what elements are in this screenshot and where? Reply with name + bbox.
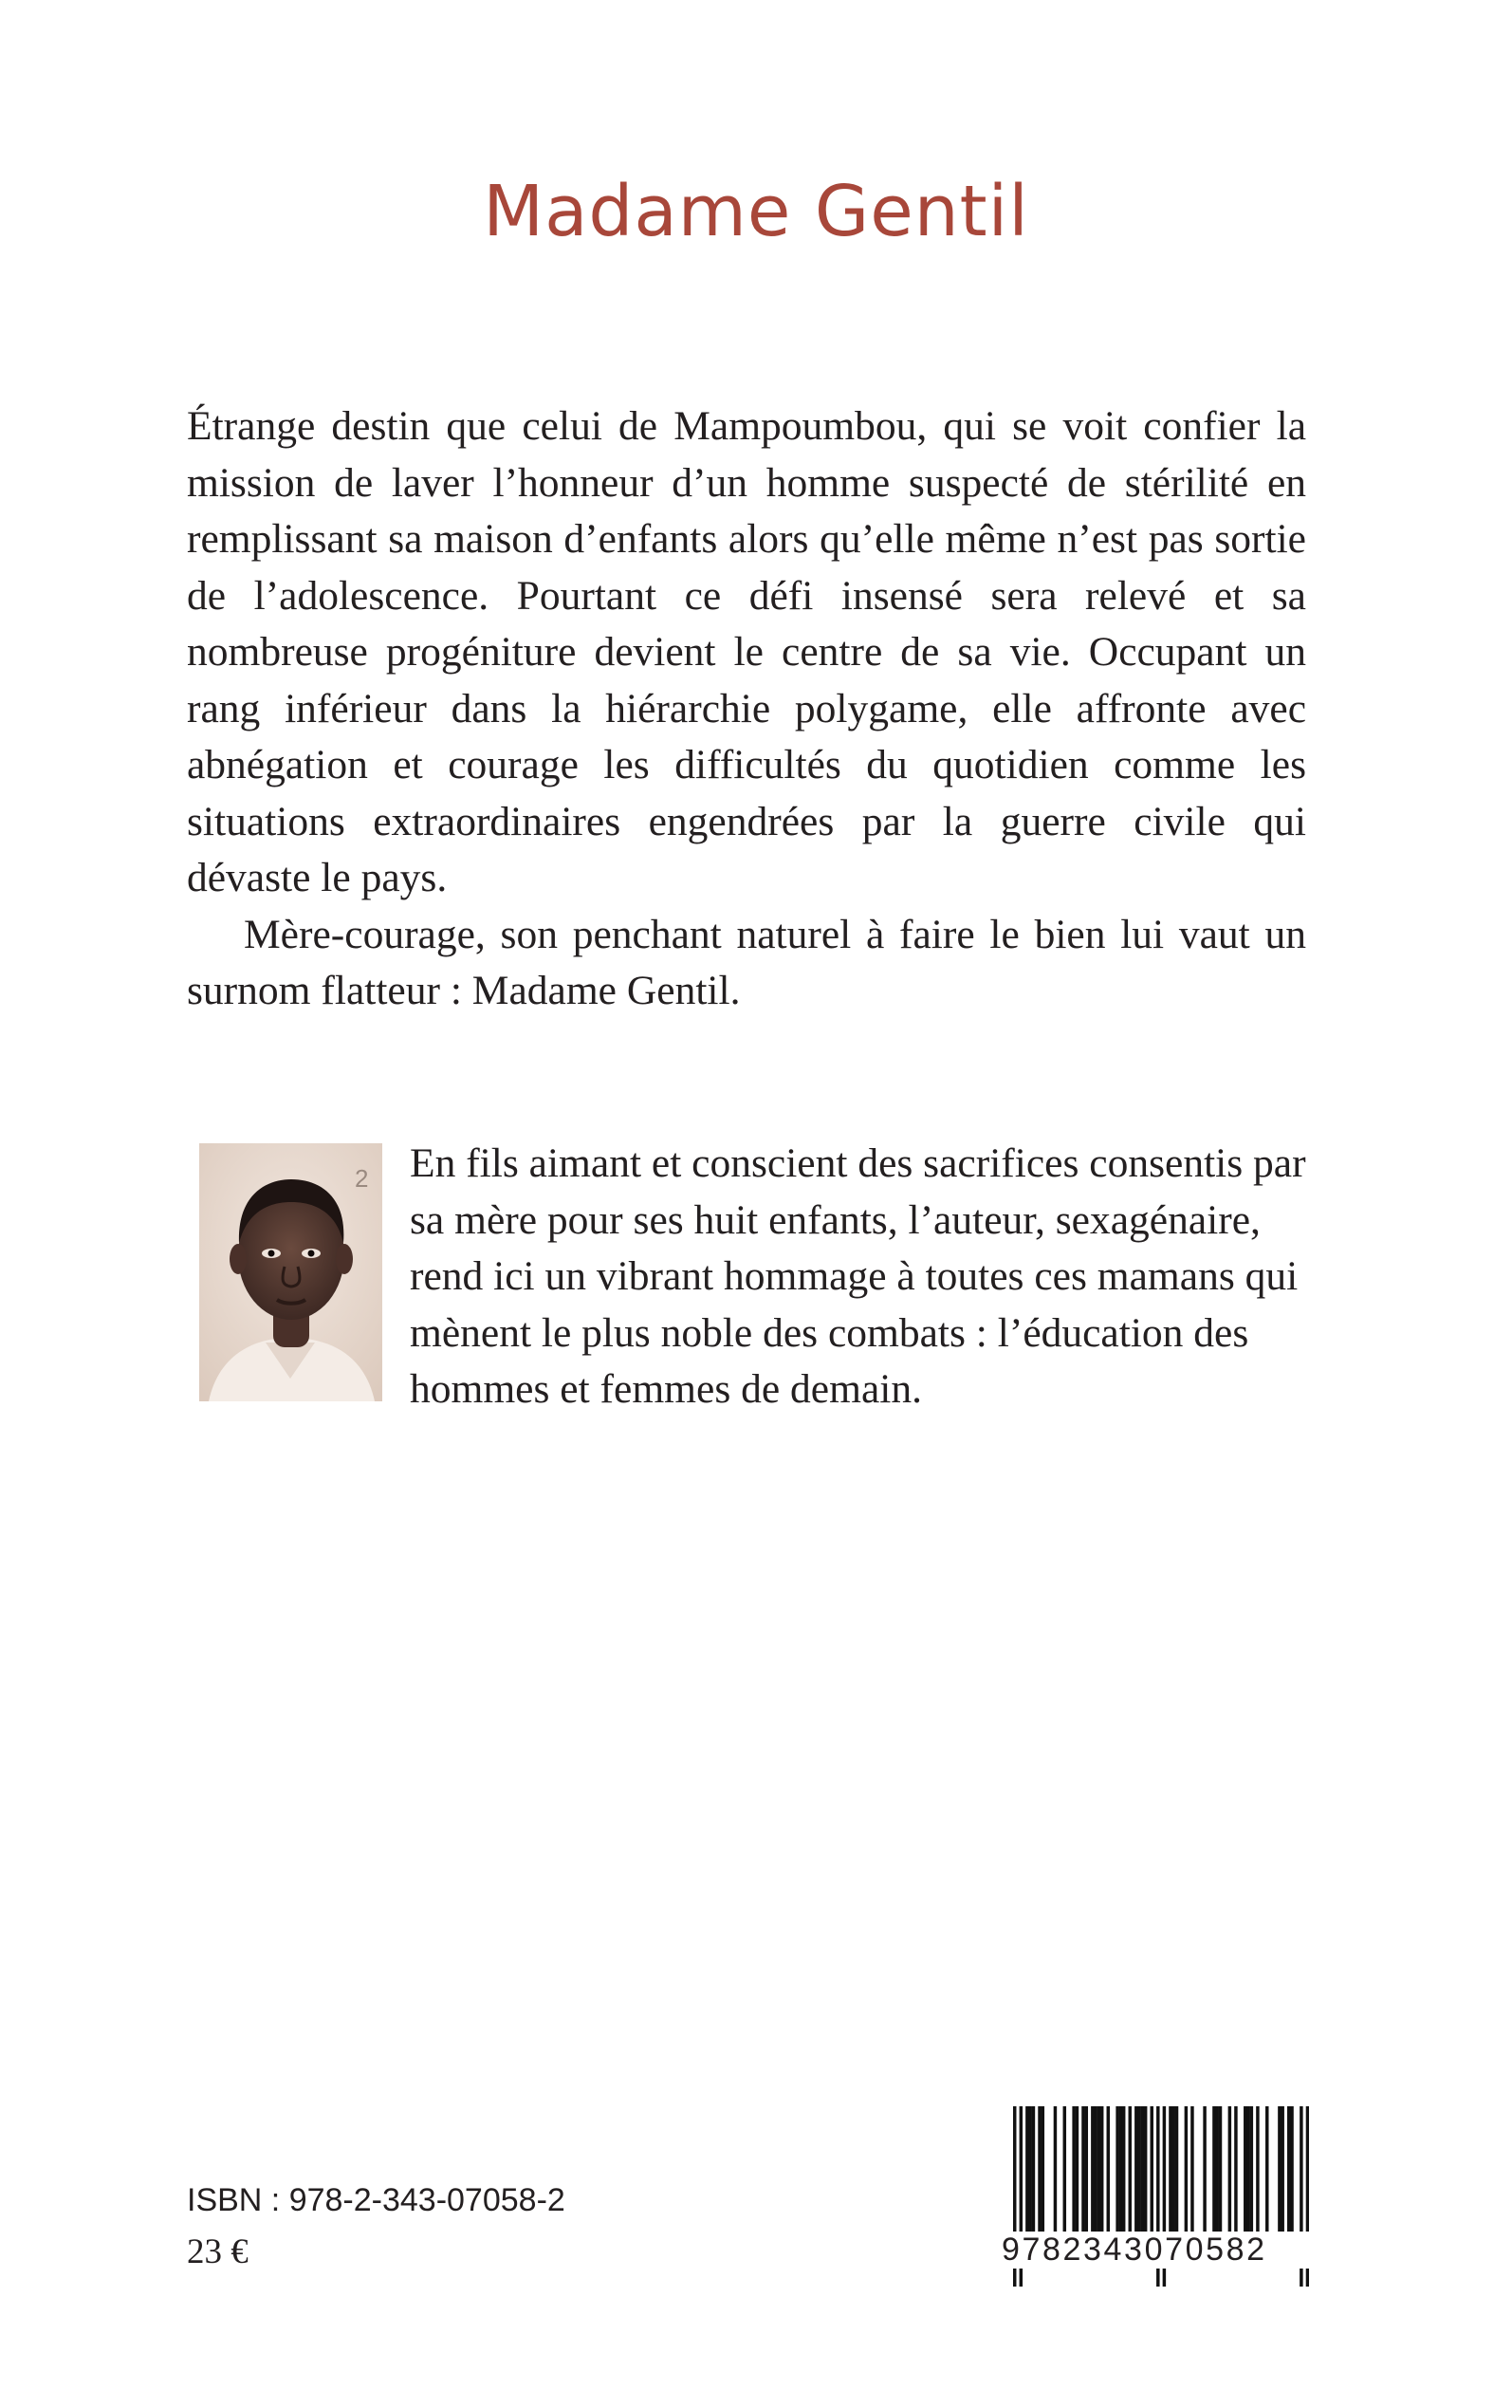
author-section <box>199 1140 1309 1412</box>
book-title: Madame Gentil <box>483 171 1029 252</box>
barcode-digits: 9782343070582 <box>998 2232 1324 2269</box>
author-bio: En fils aimant et conscient des sacrifices consentis par sa mère pour ses huit enfants, l’auteur, sexagénaire, rend ici un vibrant hommage à toutes ces mamans qui mènent le plus noble des combats : l’éducation des hommes et femmes de demain. <box>410 1140 1306 1412</box>
back-cover-blurb <box>187 398 1306 1020</box>
price-label: 23 € <box>187 2232 249 2271</box>
isbn-label: ISBN : 978-2-343-07058-2 <box>187 2182 565 2218</box>
photo-mark: 2 <box>355 1164 369 1193</box>
photo-mark-text <box>351 1158 379 1196</box>
blurb-paragraph-2: Mère-courage, son penchant naturel à faire le bien lui vaut un surnom flatteur : Madame Gentil. <box>187 911 1306 1013</box>
blurb-paragraph-1: Étrange destin que celui de Mampoumbou, qui se voit confier la mission de laver l’honneur d’un homme suspecté de stérilité en remplissant sa maison d’enfants alors qu’elle même n’est pas sortie de l’adolescence. Pourtant ce défi insensé sera relevé et sa nombreuse progéniture devient le centre de sa vie. Occupant un rang inférieur dans la hiérarchie polygame, elle affronte avec abnégation et courage les difficultés du quotidien comme les situations extraordinaires engendrées par la guerre civile qui dévaste le pays. <box>187 403 1306 900</box>
